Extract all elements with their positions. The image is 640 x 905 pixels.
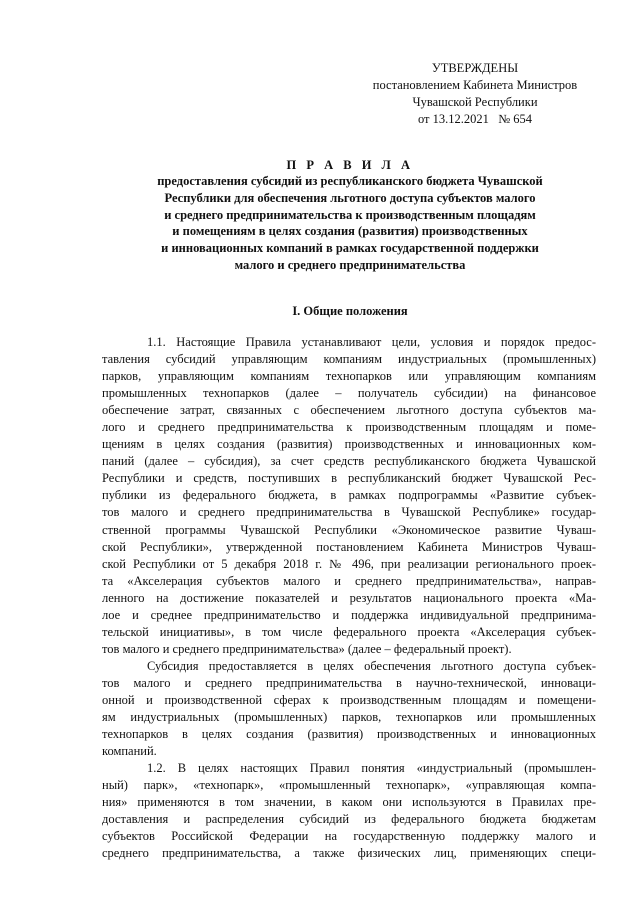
approval-status: УТВЕРЖДЕНЫ xyxy=(431,61,519,75)
approval-block xyxy=(330,60,620,128)
paragraph-line: паний (далее – субсидия), за счет средств республиканского бюджета Чувашской xyxy=(102,454,596,469)
paragraph-line: 1.1. Настоящие Правила устанавливают цели, условия и порядок предос- xyxy=(147,335,596,349)
paragraph-line: публики из федерального бюджета, в рамках подпрограммы «Развитие субъек- xyxy=(102,488,596,503)
title-line: и среднего предпринимательства к производственным площадям xyxy=(164,207,536,222)
paragraph-line: онной и производственной сферах к производственным площадям и помещени- xyxy=(102,692,596,707)
paragraph-line: щениям в целях создания (развития) производственных и инновационных ком- xyxy=(102,437,596,452)
paragraph-line: ленного на достижение показателей и результатов национального проекта «Ма- xyxy=(102,590,596,605)
paragraph-line: промышленных технопарков (далее – получатель субсидии) на финансовое xyxy=(102,386,596,401)
body-text xyxy=(102,334,596,862)
approval-date-number: от 13.12.2021 № 654 xyxy=(417,112,533,126)
paragraph-line: доставления и распределения субсидий из федерального бюджета бюджетам xyxy=(102,812,596,827)
paragraph-line: среднего предпринимательства, а также физических лиц, применяющих специ- xyxy=(102,846,596,861)
paragraph-line: тельской инициативы», в том числе федерального проекта «Акселерация субъек- xyxy=(102,624,596,639)
paragraph-line: Республики и средств, поступивших в республиканский бюджет Чувашской Рес- xyxy=(102,471,596,486)
paragraph-line: та «Акселерация субъектов малого и среднего предпринимательства», направ- xyxy=(102,573,596,588)
paragraph-line: парков, управляющим компаниям технопарков или управляющим компаниям xyxy=(102,369,596,384)
title-line: и инновационных компаний в рамках государственной поддержки xyxy=(161,241,539,256)
title-line: и помещениям в целях создания (развития) производственных xyxy=(172,224,528,239)
paragraph-line: ской Республики», утвержденной постановлением Кабинета Министров Чуваш- xyxy=(102,539,596,554)
paragraph-line: компаний. xyxy=(102,744,157,759)
paragraph-line: технопарков в целях создания (развития) производственных и инновационных xyxy=(102,727,596,742)
paragraph-line: лого и среднего предпринимательства к производственным площадям и поме- xyxy=(102,420,596,435)
title-line: Республики для обеспечения льготного доступа субъектов малого xyxy=(164,190,536,205)
approval-authority: Чувашской Республики xyxy=(412,95,538,109)
paragraph-line: ственной программы Чувашской Республики «Экономическое развитие Чуваш- xyxy=(102,522,596,537)
approval-act: постановлением Кабинета Министров xyxy=(372,78,578,92)
document-heading: П Р А В И Л А xyxy=(286,158,414,172)
section-heading: I. Общие положения xyxy=(292,304,408,318)
paragraph-line: 1.2. В целях настоящих Правил понятия «индустриальный (промышлен- xyxy=(147,761,596,776)
paragraph-line: тов малого и среднего предпринимательства в научно-технической, инноваци- xyxy=(102,675,596,690)
paragraph-line: ния» применяются в том значении, в каком они используются в Правилах пре- xyxy=(102,795,596,810)
paragraph-line: тов малого и среднего предпринимательства» (далее – федеральный проект). xyxy=(102,641,512,656)
paragraph-line: ный) парк», «технопарк», «промышленный технопарк», «управляющая компа- xyxy=(102,778,596,793)
title-line: предоставления субсидий из республиканского бюджета Чувашской xyxy=(157,174,543,188)
title-line: малого и среднего предпринимательства xyxy=(234,257,466,272)
paragraph-line: тавления субсидий управляющим компаниям индустриальных (промышленных) xyxy=(102,352,596,367)
paragraph-line: субъектов Российской Федерации на государственную поддержку малого и xyxy=(102,829,596,844)
paragraph-line: тов малого и среднего предпринимательства в Чувашской Республике» государ- xyxy=(102,505,596,520)
paragraph-line: лое и среднее предпринимательство и поддержка индивидуальной предпринима- xyxy=(102,607,596,622)
paragraph-line: ям индустриальных (промышленных) парков, технопарков или промышленных xyxy=(102,710,596,725)
paragraph-line: Субсидия предоставляется в целях обеспечения льготного доступа субъек- xyxy=(147,658,596,673)
document-title xyxy=(118,173,582,274)
paragraph-line: обеспечение затрат, связанных с обеспечением льготного доступа субъектов ма- xyxy=(102,403,596,418)
paragraph-line: ской Республики от 5 декабря 2018 г. № 496, при реализации регионального проек- xyxy=(102,556,596,571)
